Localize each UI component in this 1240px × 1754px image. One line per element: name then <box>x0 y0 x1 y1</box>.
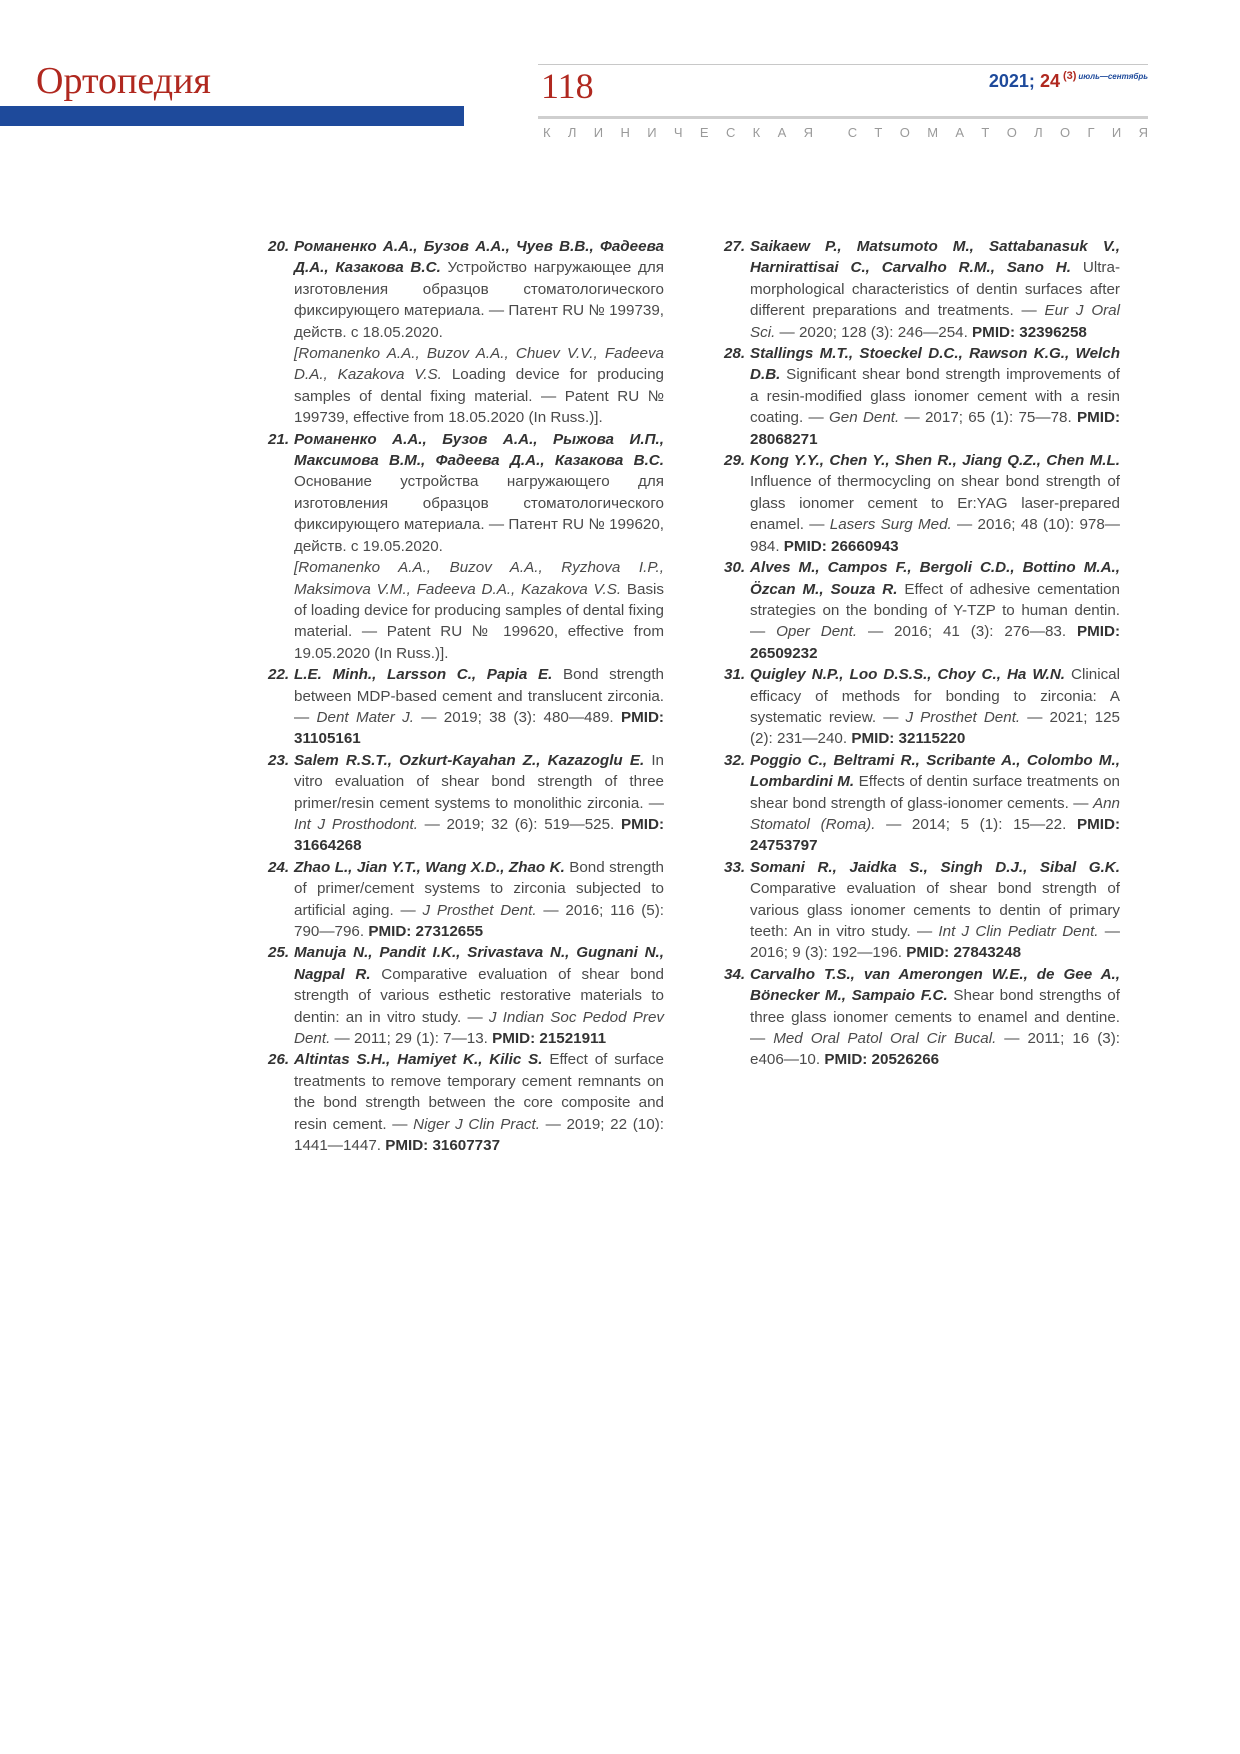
reference-text: Shear bond strengths of three glass ionomer cements to enamel and dentine. — <box>750 987 1120 1048</box>
issue-info <box>989 70 1148 92</box>
reference-pmid: PMID: 20526266 <box>824 1051 940 1069</box>
reference-number: 27. <box>724 238 746 255</box>
journal-letter: И <box>1111 125 1122 140</box>
reference-translation-authors: [Romanenko A.A., Buzov A.A., Ryzhova I.P., Maksimova V.M., Fadeeva D.A., Kazakova V.S. <box>294 559 664 598</box>
header-rule-mid <box>538 116 1148 119</box>
reference-authors: Carvalho T.S., van Amerongen W.E., de Gee A., Bönecker M., Sampaio F.C. <box>750 965 1120 1005</box>
reference-authors: Zhao L., Jian Y.T., Wang X.D., Zhao K. <box>294 858 565 876</box>
reference-details: — 2019; 38 (3): 480—489. <box>413 708 621 726</box>
reference-journal: J Prosthet Dent. <box>905 708 1021 726</box>
issue-volume: 24 <box>1039 71 1060 91</box>
reference-journal: Eur J Oral Sci. <box>750 302 1121 341</box>
reference-text: Основание устройства нагружающего для изготовления образцов стоматологического фиксирующего материала. — Патент RU № 199620, действ. с 19.05.2020. <box>294 473 664 555</box>
reference-journal: Int J Prosthodont. <box>294 815 418 833</box>
journal-letter: Н <box>620 125 630 140</box>
reference-details: — 2016; 48 (10): 978—984. <box>750 516 1120 555</box>
reference-pmid: PMID: 24753797 <box>750 815 1120 855</box>
reference-item <box>724 343 1120 450</box>
journal-letter: Я <box>1138 125 1148 140</box>
reference-journal: Oper Dent. <box>776 623 858 641</box>
issue-number: (3) <box>1062 70 1077 82</box>
journal-letter: И <box>647 125 657 140</box>
reference-pmid: PMID: 26509232 <box>750 623 1120 662</box>
reference-details: — 2016; 116 (5): 790—796. <box>294 901 664 940</box>
reference-details: — 2021; 125 (2): 231—240. <box>750 708 1120 748</box>
reference-item <box>724 236 1120 343</box>
reference-number: 25. <box>268 944 290 962</box>
reference-pmid: PMID: 31607737 <box>385 1137 501 1155</box>
reference-number: 23. <box>268 751 290 769</box>
reference-item <box>724 450 1120 557</box>
section-title: Ортопедия <box>36 60 211 102</box>
reference-authors: Manuja N., Pandit I.K., Srivastava N., Gugnani N., Nagpal R. <box>294 944 664 983</box>
reference-number: 32. <box>724 751 746 769</box>
journal-letter: О <box>1060 125 1071 140</box>
journal-letter: Л <box>1034 125 1043 140</box>
reference-details: — 2011; 29 (1): 7—13. <box>330 1030 493 1048</box>
reference-item <box>268 236 664 429</box>
journal-letter: С <box>725 125 736 140</box>
reference-authors: Altintas S.H., Hamiyet K., Kilic S. <box>294 1051 543 1069</box>
reference-pmid: PMID: 26660943 <box>783 537 899 555</box>
reference-item <box>268 429 664 664</box>
reference-text: Устройство нагружающее для изготовления образцов стоматологического фиксирующего материала. — Патент RU № 199739, действ. с 18.05.2020. <box>294 259 664 341</box>
reference-authors: Poggio C., Beltrami R., Scribante A., Colombo M., Lombardini M. <box>750 751 1120 791</box>
reference-text: Significant shear bond strength improvements of a resin-modified glass ionomer cement with a resin coating. — <box>750 366 1120 427</box>
reference-translation <box>294 557 664 664</box>
reference-pmid: PMID: 31664268 <box>294 815 664 855</box>
reference-number: 21. <box>268 430 290 448</box>
reference-pmid: PMID: 32115220 <box>851 730 966 748</box>
reference-text: Effect of adhesive cementation strategies on the bonding of Y-TZP to human dentin. — <box>750 580 1120 641</box>
references-column-left <box>268 236 664 1156</box>
reference-number: 29. <box>724 452 746 470</box>
reference-number: 20. <box>268 238 290 255</box>
reference-authors: L.E. Minh., Larsson C., Papia E. <box>294 666 553 684</box>
journal-letter: О <box>1006 125 1017 140</box>
reference-translation-authors: [Romanenko A.A., Buzov A.A., Chuev V.V., Fadeeva D.A., Kazakova V.S. <box>294 345 664 384</box>
reference-item <box>268 750 664 857</box>
reference-authors: Романенко А.А., Бузов А.А., Рыжова И.П., Максимова В.М., Фадеева Д.А., Казакова В.С. <box>294 430 664 470</box>
reference-text: Bond strength between MDP-based cement and translucent zirconia. — <box>294 666 664 726</box>
reference-details: — 2016; 9 (3): 192—196. <box>750 923 1120 962</box>
journal-letter: И <box>593 125 604 140</box>
reference-item <box>724 857 1120 964</box>
section-bar <box>0 106 464 126</box>
reference-text: Comparative evaluation of shear bond strength of various glass ionomer cements to dentin of primary teeth: An in vitro study. — <box>750 880 1120 940</box>
reference-text: Clinical efficacy of methods for bonding to zirconia: A systematic review. — <box>750 666 1120 726</box>
reference-item <box>724 557 1120 664</box>
reference-journal: J Indian Soc Pedod Prev Dent. <box>294 1008 664 1048</box>
reference-details: — 2011; 16 (3): e406—10. <box>750 1030 1120 1069</box>
reference-number: 22. <box>268 666 290 684</box>
reference-text: Influence of thermocycling on shear bond strength of glass ionomer cement to Er:YAG laser-prepared enamel. — <box>750 473 1120 534</box>
reference-item <box>268 664 664 750</box>
reference-authors: Alves M., Campos F., Bergoli C.D., Bottino M.A., Özcan M., Souza R. <box>750 559 1120 598</box>
reference-details: — 2020; 128 (3): 246—254. <box>775 323 973 341</box>
reference-journal: Gen Dent. <box>828 409 900 427</box>
reference-translation-text: Loading device for producing samples of dental fixing material. — Patent RU № 199739, effective from 18.05.2020 (In Russ.)]. <box>294 366 664 427</box>
journal-letter: Я <box>803 125 813 140</box>
reference-translation-text: Basis of loading device for producing samples of dental fixing material. — Patent RU № 199620, effective from 19.05.2020 (In Russ.)]. <box>294 580 665 662</box>
reference-pmid: PMID: 28068271 <box>750 409 1120 448</box>
journal-letter: Е <box>699 125 709 140</box>
reference-item <box>268 942 664 1049</box>
journal-letter: Т <box>874 125 883 140</box>
journal-letter: А <box>955 125 965 140</box>
journal-letter: К <box>543 125 551 140</box>
journal-letter: А <box>777 125 787 140</box>
issue-months: июль—сентябрь <box>1078 72 1148 81</box>
issue-year: 2021; <box>988 71 1035 91</box>
reference-number: 28. <box>724 345 746 363</box>
reference-text: Bond strength of primer/cement systems to zirconia subjected to artificial aging. — <box>294 858 664 919</box>
reference-details: — 2019; 32 (6): 519—525. <box>417 815 621 833</box>
reference-pmid: PMID: 32396258 <box>972 323 1087 341</box>
reference-item <box>268 1049 664 1156</box>
reference-journal: J Prosthet Dent. <box>422 901 537 919</box>
journal-name <box>543 125 1148 140</box>
reference-details: — 2017; 65 (1): 75—78. <box>899 409 1077 427</box>
reference-pmid: PMID: 31105161 <box>294 708 664 748</box>
reference-pmid: PMID: 21521911 <box>492 1030 607 1048</box>
reference-text: Effect of surface treatments to remove temporary cement remnants on the bond strength between the core composite and resin cement. — <box>294 1051 664 1133</box>
page-number: 118 <box>541 66 594 106</box>
reference-pmid: PMID: 27312655 <box>368 923 484 940</box>
reference-number: 24. <box>268 858 290 876</box>
header-rule-top <box>538 64 1148 65</box>
reference-authors: Salem R.S.T., Ozkurt-Kayahan Z., Kazazoglu E. <box>294 751 645 769</box>
reference-journal: Med Oral Patol Oral Cir Bucal. <box>773 1030 997 1048</box>
journal-letter: Ч <box>673 125 683 140</box>
reference-authors: Saikaew P., Matsumoto M., Sattabanasuk V., Harnirattisai C., Carvalho R.M., Sano H. <box>750 238 1120 277</box>
reference-number: 31. <box>724 666 746 684</box>
reference-details: — 2019; 22 (10): 1441—1447. <box>294 1115 664 1155</box>
reference-details: — 2014; 5 (1): 15—22. <box>875 815 1077 833</box>
reference-journal: Int J Clin Pediatr Dent. <box>938 923 1099 940</box>
reference-authors: Stallings M.T., Stoeckel D.C., Rawson K.G., Welch D.B. <box>750 345 1120 384</box>
journal-letter: Г <box>1087 125 1095 140</box>
reference-number: 26. <box>268 1051 290 1069</box>
journal-letter: М <box>927 125 939 140</box>
reference-pmid: PMID: 27843248 <box>906 944 1022 962</box>
journal-letter: О <box>899 125 910 140</box>
reference-number: 33. <box>724 858 746 876</box>
reference-item <box>724 964 1120 1071</box>
reference-item <box>268 857 664 943</box>
reference-authors: Quigley N.P., Loo D.S.S., Choy C., Ha W.N. <box>750 666 1066 684</box>
references-column-right <box>724 236 1120 1071</box>
reference-translation <box>294 343 664 429</box>
reference-item <box>724 664 1120 750</box>
reference-details: — 2016; 41 (3): 276—83. <box>857 623 1077 641</box>
reference-authors: Somani R., Jaidka S., Singh D.J., Sibal G.K. <box>750 858 1120 876</box>
reference-journal: Niger J Clin Pract. <box>413 1115 540 1133</box>
reference-text: Comparative evaluation of shear bond strength of various esthetic restorative materials to dentin: an in vitro study. — <box>294 965 664 1026</box>
reference-number: 34. <box>724 965 746 983</box>
reference-text: Effects of dentin surface treatments on shear bond strength of glass-ionomer cements. — <box>750 773 1120 812</box>
reference-text: In vitro evaluation of shear bond strength of three primer/resin cement systems to monolithic zirconia. — <box>294 751 664 812</box>
journal-letter: Л <box>567 125 577 140</box>
reference-text: Ultra-morphological characteristics of dentin surfaces after different preparations and treatments. — <box>750 259 1120 320</box>
reference-authors: Kong Y.Y., Chen Y., Shen R., Jiang Q.Z., Chen M.L. <box>750 452 1120 470</box>
journal-letter: К <box>752 125 761 140</box>
journal-letter: Т <box>981 125 990 140</box>
reference-journal: Dent Mater J. <box>316 708 414 726</box>
journal-letter: С <box>847 125 858 140</box>
reference-authors: Романенко А.А., Бузов А.А., Чуев В.В., Фадеева Д.А., Казакова В.С. <box>294 238 664 277</box>
reference-journal: Ann Stomatol (Roma). <box>750 794 1120 833</box>
reference-journal: Lasers Surg Med. <box>829 516 952 534</box>
reference-number: 30. <box>724 559 746 577</box>
reference-item <box>724 750 1120 857</box>
